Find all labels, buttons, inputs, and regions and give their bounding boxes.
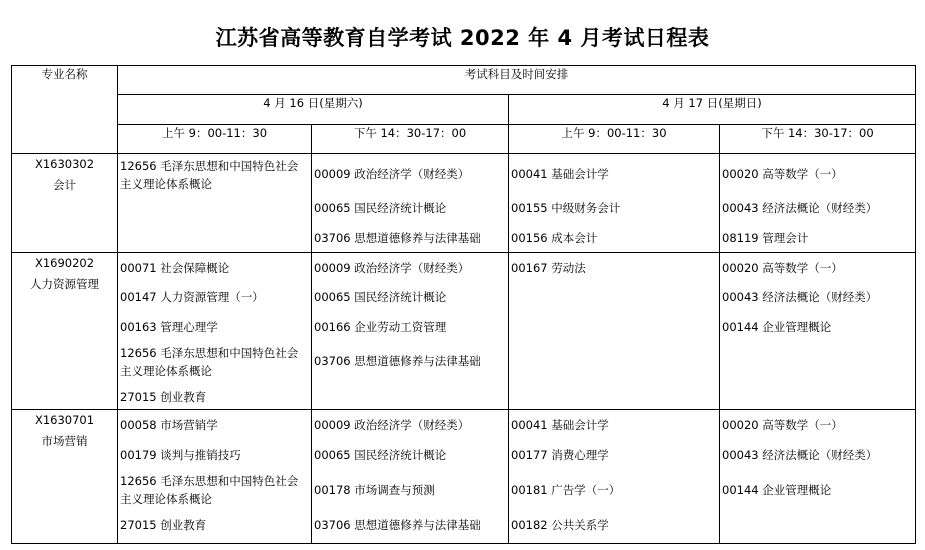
subject-entry [314,165,506,183]
subject-code: 00020 [722,418,759,432]
subject-name: 国民经济统计概论 [354,448,447,462]
subject-name: 高等数学（一） [762,261,843,275]
subject-entry [120,259,309,277]
subject-entry [120,288,309,306]
subject-entry [511,165,717,183]
subject-entry [722,288,913,306]
subject-name: 基础会计学 [551,418,609,432]
subject-entry [314,318,506,336]
subject-entry [120,388,309,406]
subject-code: 00071 [120,261,157,275]
major-code: X1690202 [34,256,95,270]
subject-code: 00166 [314,320,351,334]
subject-name: 思想道德修养与法律基础 [354,354,481,368]
subject-name: 市场营销学 [160,418,218,432]
subject-entry [511,446,717,464]
subject-entry [120,472,309,508]
table-row [12,410,916,544]
subject-code: 00181 [511,483,548,497]
day-label: 4 月 17 日(星期日) [662,96,762,110]
subject-code: 00009 [314,167,351,181]
subject-entry [722,318,913,336]
subject-code: 00147 [120,290,157,304]
session-label: 上午 9：00-11：30 [161,126,268,140]
major-code: X1630302 [34,157,95,171]
subject-entry [314,481,506,499]
subject-entry [314,516,506,534]
session-cell [312,253,509,410]
subject-code: 00043 [722,290,759,304]
session-label: 下午 14：30-17：00 [353,126,467,140]
session-cell [312,410,509,544]
subject-code: 00177 [511,448,548,462]
subject-entry [511,481,717,499]
subject-name: 消费心理学 [551,448,609,462]
subject-entry [722,229,913,247]
table-row [12,154,916,253]
subject-name: 高等数学（一） [762,167,843,181]
subject-entry [120,416,309,434]
session-label: 上午 9：00-11：30 [561,126,667,140]
subject-code: 00043 [722,448,759,462]
subject-name: 管理会计 [762,231,809,245]
subject-code: 00065 [314,201,351,215]
subject-code: 00167 [511,261,548,275]
major-cell [12,410,118,544]
subject-entry [314,446,506,464]
subject-name: 中级财务会计 [551,201,621,215]
subject-name: 市场调查与预测 [354,483,435,497]
subject-code: 00065 [314,448,351,462]
subject-entry [722,165,913,183]
major-cell [12,154,118,253]
subject-code: 00065 [314,290,351,304]
subject-entry [722,259,913,277]
subject-entry [511,416,717,434]
schedule-header-label: 考试科目及时间安排 [464,67,569,81]
subject-name: 思想道德修养与法律基础 [354,231,481,245]
subject-entry [314,352,506,370]
subject-code: 03706 [314,518,351,532]
session-cell [720,410,916,544]
subject-entry [314,229,506,247]
subject-entry [511,516,717,534]
session-label: 下午 14：30-17：00 [761,126,874,140]
subject-entry [511,199,717,217]
subject-entry [120,157,309,193]
subject-name: 经济法概论（财经类） [762,448,878,462]
subject-code: 00041 [511,167,548,181]
subject-name: 管理心理学 [160,320,218,334]
subject-code: 00144 [722,483,759,497]
subject-entry [722,199,913,217]
subject-code: 12656 [120,159,157,173]
session-header-0-1 [312,125,509,154]
subject-name: 政治经济学（财经类） [354,261,470,275]
subject-code: 00043 [722,201,759,215]
major-code: X1630701 [34,413,95,427]
exam-schedule-table [11,65,916,544]
subject-entry [722,446,913,464]
subject-name: 经济法概论（财经类） [762,201,878,215]
subject-name: 社会保障概论 [160,261,230,275]
subject-name: 毛泽东思想和中国特色社会主义理论体系概论 [120,159,299,191]
session-cell [509,154,720,253]
subject-code: 00144 [722,320,759,334]
subject-entry [120,344,309,380]
major-name: 会计 [53,178,76,192]
subject-code: 08119 [722,231,759,245]
subject-name: 思想道德修养与法律基础 [354,518,481,532]
subject-name: 成本会计 [551,231,598,245]
subject-code: 00156 [511,231,548,245]
subject-entry [314,259,506,277]
subject-name: 创业教育 [160,390,207,404]
subject-name: 政治经济学（财经类） [354,418,470,432]
major-header-label: 专业名称 [41,67,88,81]
subject-entry [120,318,309,336]
page-title: 江苏省高等教育自学考试 2022 年 4 月考试日程表 [215,26,710,50]
subject-code: 00020 [722,167,759,181]
subject-entry [722,416,913,434]
subject-name: 人力资源管理（一） [160,290,264,304]
subject-code: 03706 [314,231,351,245]
schedule-header-cell [118,66,916,95]
subject-name: 毛泽东思想和中国特色社会主义理论体系概论 [120,346,299,378]
subject-name: 经济法概论（财经类） [762,290,878,304]
subject-code: 00009 [314,261,351,275]
table-row [12,253,916,410]
subject-name: 基础会计学 [551,167,609,181]
subject-code: 03706 [314,354,351,368]
subject-code: 00020 [722,261,759,275]
subject-code: 00058 [120,418,157,432]
subject-code: 00182 [511,518,548,532]
session-cell [720,154,916,253]
subject-name: 高等数学（一） [762,418,843,432]
subject-entry [120,516,309,534]
subject-name: 国民经济统计概论 [354,290,447,304]
major-name: 市场营销 [41,434,88,448]
session-cell [509,253,720,410]
major-cell [12,253,118,410]
subject-name: 政治经济学（财经类） [354,167,470,181]
subject-entry [314,416,506,434]
major-name: 人力资源管理 [30,277,99,291]
day-header-1 [509,95,916,125]
session-cell [118,154,312,253]
day-header-0 [118,95,509,125]
subject-entry [314,288,506,306]
subject-name: 谈判与推销技巧 [160,448,241,462]
day-label: 4 月 16 日(星期六) [263,96,363,110]
session-cell [118,410,312,544]
subject-name: 公共关系学 [551,518,609,532]
subject-entry [314,199,506,217]
session-cell [118,253,312,410]
subject-entry [120,446,309,464]
subject-name: 企业管理概论 [762,320,832,334]
subject-name: 企业劳动工资管理 [354,320,447,334]
subject-name: 企业管理概论 [762,483,832,497]
subject-name: 广告学（一） [551,483,621,497]
subject-entry [722,481,913,499]
session-cell [312,154,509,253]
subject-code: 27015 [120,390,157,404]
subject-name: 毛泽东思想和中国特色社会主义理论体系概论 [120,474,299,506]
subject-entry [511,229,717,247]
major-header-cell [12,66,118,154]
subject-name: 劳动法 [551,261,586,275]
session-cell [720,253,916,410]
session-header-0-0 [118,125,312,154]
subject-code: 12656 [120,474,157,488]
subject-code: 00179 [120,448,157,462]
subject-code: 00009 [314,418,351,432]
subject-name: 国民经济统计概论 [354,201,447,215]
subject-entry [511,259,717,277]
subject-code: 12656 [120,346,157,360]
session-header-1-0 [509,125,720,154]
subject-code: 00041 [511,418,548,432]
session-cell [509,410,720,544]
subject-code: 00178 [314,483,351,497]
subject-name: 创业教育 [160,518,207,532]
subject-code: 00163 [120,320,157,334]
subject-code: 00155 [511,201,548,215]
session-header-1-1 [720,125,916,154]
subject-code: 27015 [120,518,157,532]
